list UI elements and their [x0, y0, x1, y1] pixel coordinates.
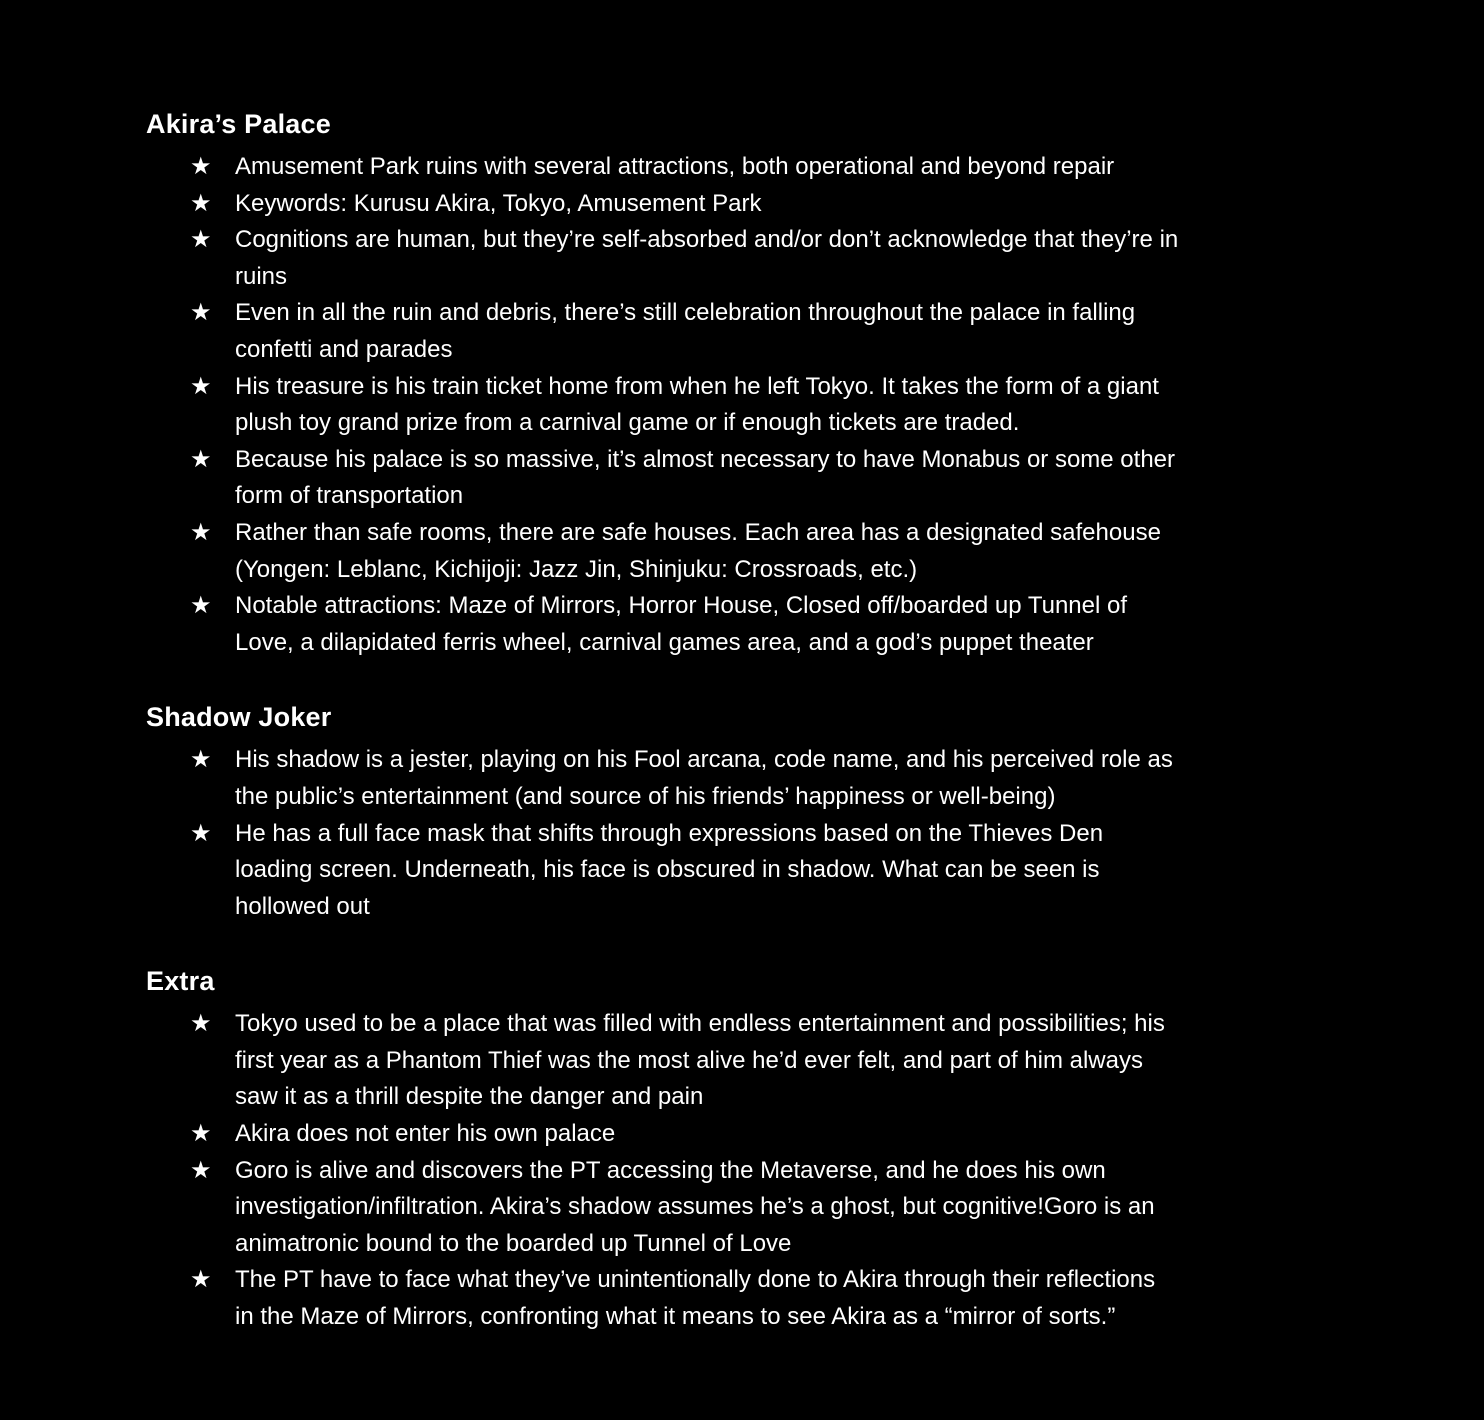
list-item-line: He has a full face mask that shifts through expressions based on the Thieves Den [235, 819, 1104, 847]
list-item-text [235, 222, 1356, 295]
list-item-line: loading screen. Underneath, his face is obscured in shadow. What can be seen is [235, 856, 1100, 884]
list-item-text [235, 295, 1356, 368]
list-item-line: first year as a Phantom Thief was the most alive he’d ever felt, and part of him always [235, 1046, 1143, 1074]
star-bullet-icon: ★ [190, 372, 212, 400]
star-bullet-icon: ★ [190, 1266, 212, 1294]
list-item-text [235, 1116, 1356, 1153]
list-item-line: Akira does not enter his own palace [235, 1120, 616, 1148]
list-item-line: form of transportation [235, 482, 464, 510]
list-item [146, 515, 1356, 588]
star-bullet-icon: ★ [190, 189, 212, 217]
list-item-line: Amusement Park ruins with several attractions, both operational and beyond repair [235, 153, 1115, 180]
section-heading: Shadow Joker [146, 702, 332, 733]
list-item-line: Goro is alive and discovers the PT accessing the Metaverse, and he does his own [235, 1156, 1106, 1184]
list-item-text [235, 1006, 1356, 1116]
list-item-line: The PT have to face what they’ve unintentionally done to Akira through their reflections [235, 1266, 1156, 1294]
list-item [146, 1116, 1356, 1153]
list-item [146, 369, 1356, 442]
list-item-line: animatronic bound to the boarded up Tunnel of Love [235, 1229, 792, 1257]
list-item-line: His shadow is a jester, playing on his Fool arcana, code name, and his perceived role as [235, 746, 1173, 774]
star-bullet-icon: ★ [190, 1120, 212, 1148]
list-item-line: plush toy grand prize from a carnival game or if enough tickets are traded. [235, 409, 1020, 437]
list-item-text [235, 442, 1356, 515]
list-item [146, 186, 1356, 223]
star-bullet-icon: ★ [190, 226, 212, 254]
list-item-line: Keywords: Kurusu Akira, Tokyo, Amusement Park [235, 189, 762, 217]
list-item-text [235, 1153, 1356, 1263]
list-item-text [235, 369, 1356, 442]
section-heading: Akira’s Palace [146, 109, 331, 139]
list-item-line: saw it as a thrill despite the danger and pain [235, 1083, 704, 1111]
list-item-line: the public’s entertainment (and source of his friends’ happiness or well-being) [235, 782, 1056, 810]
section-extra [146, 963, 1356, 1335]
list-item-line: confetti and parades [235, 335, 453, 363]
list-item-line: Because his palace is so massive, it’s almost necessary to have Monabus or some other [235, 445, 1176, 473]
list-item-line: Tokyo used to be a place that was filled with endless entertainment and possibilities; his [235, 1010, 1165, 1038]
list-item-line: His treasure is his train ticket home from when he left Tokyo. It takes the form of a giant [235, 372, 1159, 400]
list-item-line: hollowed out [235, 892, 370, 920]
list-item-line: Even in all the ruin and debris, there’s still celebration throughout the palace in falling [235, 299, 1136, 327]
list-item [146, 1262, 1356, 1335]
star-bullet-icon: ★ [190, 1010, 212, 1038]
list-item [146, 222, 1356, 295]
list-item-line: (Yongen: Leblanc, Kichijoji: Jazz Jin, Shinjuku: Crossroads, etc.) [235, 555, 918, 583]
list-item-line: ruins [235, 262, 288, 290]
section-akiras-palace [146, 106, 1356, 661]
star-bullet-icon: ★ [190, 819, 212, 847]
list-item [146, 588, 1356, 661]
star-bullet-icon: ★ [190, 299, 212, 327]
list-item [146, 816, 1356, 926]
section-heading: Extra [146, 966, 215, 997]
list-item-line: in the Maze of Mirrors, confronting what it means to see Akira as a “mirror of sorts.” [235, 1303, 1116, 1331]
star-bullet-icon: ★ [190, 518, 212, 546]
list-item [146, 1006, 1356, 1116]
list-item-line: Notable attractions: Maze of Mirrors, Horror House, Closed off/boarded up Tunnel of [235, 592, 1127, 620]
star-bullet-icon: ★ [190, 153, 212, 180]
list-item-line: Love, a dilapidated ferris wheel, carnival games area, and a god’s puppet theater [235, 628, 1094, 656]
star-bullet-icon: ★ [190, 1156, 212, 1184]
list-item-line: investigation/infiltration. Akira’s shadow assumes he’s a ghost, but cognitive!Goro is an [235, 1193, 1155, 1221]
list-item-text [235, 742, 1356, 815]
section-shadow-joker [146, 699, 1356, 925]
list-item [146, 1153, 1356, 1263]
list-item [146, 295, 1356, 368]
list-item-text [235, 186, 1356, 223]
list-item-text [235, 515, 1356, 588]
document-content [146, 106, 1356, 1336]
list-item [146, 442, 1356, 515]
list-item-text [235, 816, 1356, 926]
star-bullet-icon: ★ [190, 746, 212, 774]
list-item [146, 742, 1356, 815]
star-bullet-icon: ★ [190, 592, 212, 620]
list-item-text [235, 588, 1356, 661]
star-bullet-icon: ★ [190, 445, 212, 473]
list-item-text [235, 149, 1356, 186]
list-item [146, 149, 1356, 186]
list-item-line: Cognitions are human, but they’re self-absorbed and/or don’t acknowledge that they’re in [235, 226, 1179, 254]
list-item-line: Rather than safe rooms, there are safe houses. Each area has a designated safehouse [235, 518, 1161, 546]
list-item-text [235, 1262, 1356, 1335]
